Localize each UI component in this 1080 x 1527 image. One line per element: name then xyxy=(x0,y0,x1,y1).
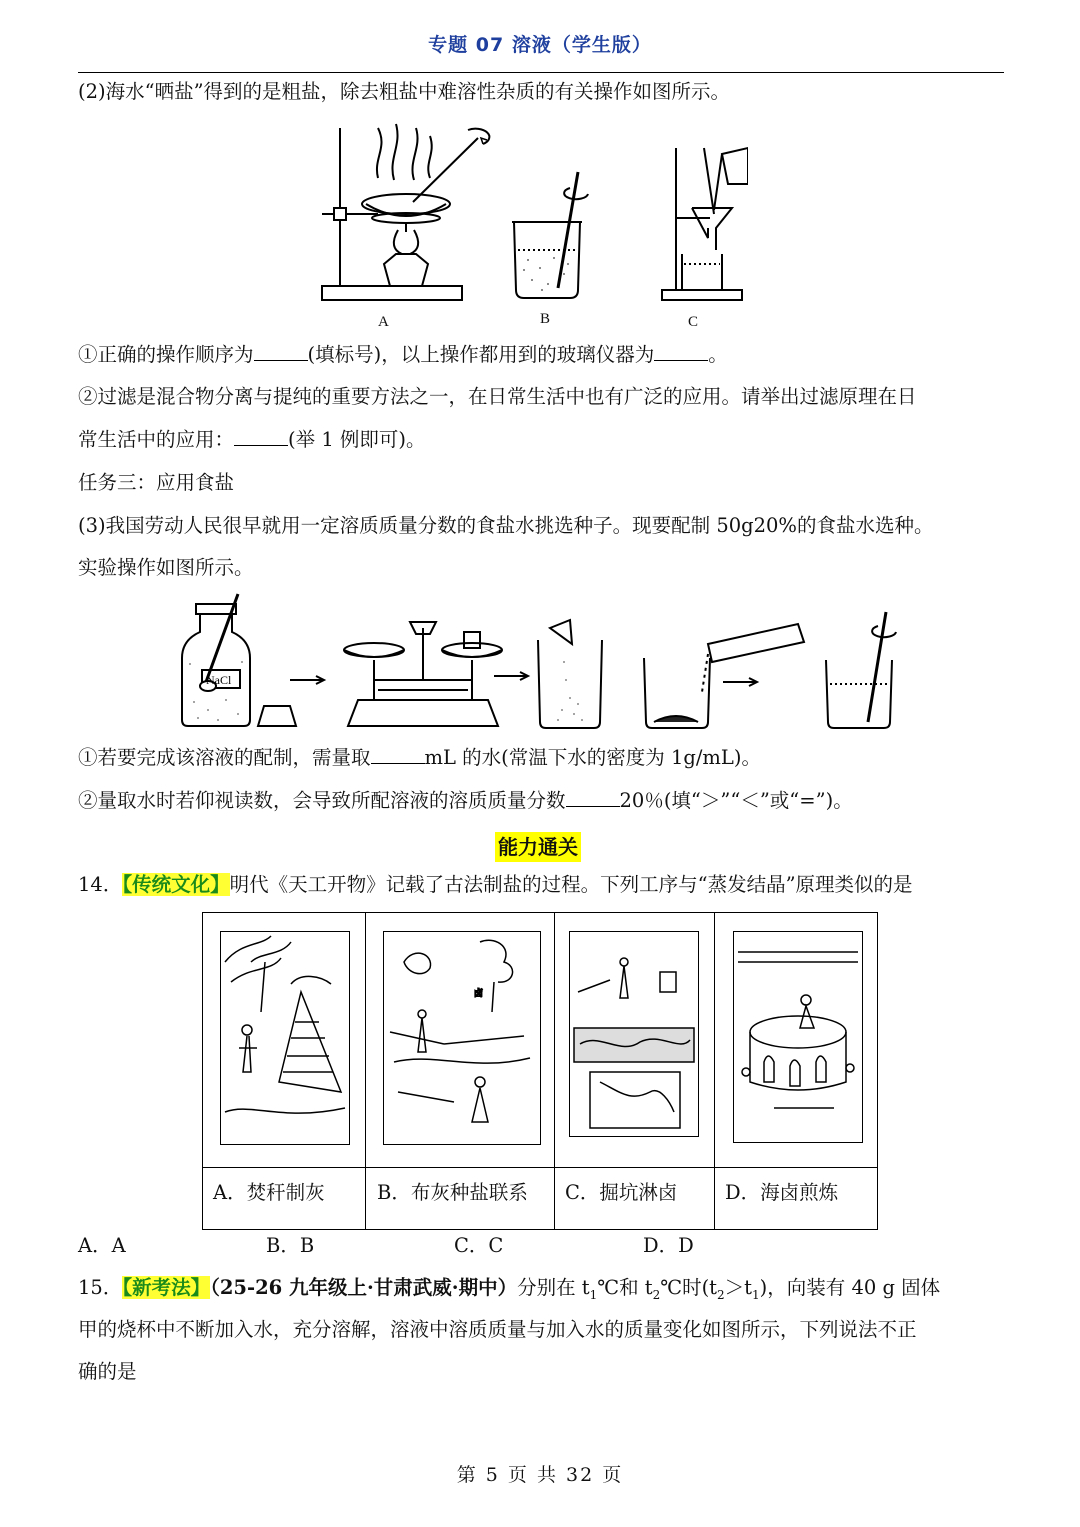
q3-sub2 xyxy=(78,787,853,815)
fig-label-a: A xyxy=(378,314,389,330)
q15-text: ℃和 t xyxy=(597,1276,653,1299)
woodcut-picture-d xyxy=(733,931,863,1143)
q2-sub2-line1: ②过滤是混合物分离与提纯的重要方法之一，在日常生活中也有广泛的应用。请举出过滤原理在日 xyxy=(78,385,917,408)
q15-text: 分别在 t xyxy=(517,1276,590,1299)
solution-preparation-figure xyxy=(178,592,908,732)
caption-a: A．焚秆制灰 xyxy=(213,1181,325,1204)
page-footer: 第 5 页 共 32 页 xyxy=(456,1464,624,1486)
q15-subscript: 1 xyxy=(589,1287,598,1302)
q3-sub1 xyxy=(78,744,761,772)
fig-label-b: B xyxy=(540,311,551,327)
q15-subscript: 2 xyxy=(652,1287,661,1302)
answer-blank[interactable] xyxy=(254,342,308,361)
caption-b: B．布灰种盐联系 xyxy=(377,1181,528,1204)
q15-text: )，向装有 40 g 固体 xyxy=(759,1276,941,1299)
q15-line2: 甲的烧杯中不断加入水，充分溶解，溶液中溶质质量与加入水的质量变化如图所示，下列说法不正 xyxy=(78,1318,917,1341)
q15-line3: 确的是 xyxy=(78,1360,137,1383)
q15-line1 xyxy=(78,1274,940,1309)
q2-stem: (2)海水“晒盐”得到的是粗盐，除去粗盐中难溶性杂质的有关操作如图所示。 xyxy=(78,80,731,103)
q2-sub1-text-b: (填标号)，以上操作都用到的玻璃仪器为 xyxy=(307,343,655,366)
answer-blank[interactable] xyxy=(234,427,288,446)
q15-source: （25-26 九年级上·甘肃武威·期中） xyxy=(210,1276,518,1299)
q15-text: ＞t xyxy=(724,1276,753,1299)
q15-number: 15． xyxy=(78,1276,123,1299)
q2-sub2-line2 xyxy=(78,426,426,454)
q14-stem-text: 明代《天工开物》记载了古法制盐的过程。下列工序与“蒸发结晶”原理类似的是 xyxy=(229,873,913,896)
salt-purification-figure xyxy=(318,118,748,318)
task3-title: 任务三：应用食盐 xyxy=(78,471,235,494)
q14-option-b[interactable]: B．B xyxy=(266,1234,315,1257)
q3-sub2-text-a: ②量取水时若仰视读数，会导致所配溶液的溶质质量分数 xyxy=(78,789,566,812)
woodcut-picture-b xyxy=(383,931,541,1145)
header-divider xyxy=(78,72,1004,73)
svg-text:卤: 卤 xyxy=(474,989,484,999)
caption-d: D．海卤煎炼 xyxy=(725,1181,839,1204)
q14-option-a[interactable]: A．A xyxy=(78,1234,126,1257)
answer-blank[interactable] xyxy=(566,788,620,807)
woodcut-picture-a xyxy=(220,931,350,1145)
q14-option-c[interactable]: C．C xyxy=(454,1234,504,1257)
q14-option-d[interactable]: D．D xyxy=(643,1234,694,1257)
woodcut-picture-c xyxy=(569,931,699,1137)
q15-subscript: 2 xyxy=(717,1287,725,1302)
q14-picture-table xyxy=(202,912,878,1230)
q15-subscript: 1 xyxy=(752,1287,760,1302)
q2-sub2-text-b: (举 1 例即可)。 xyxy=(288,428,426,451)
q14-tag: 【传统文化】 xyxy=(122,873,230,896)
q3-line1: (3)我国劳动人民很早就用一定溶质质量分数的食盐水挑选种子。现要配制 50g20%的食盐水选种。 xyxy=(78,514,934,537)
q3-line2: 实验操作如图所示。 xyxy=(78,556,254,579)
section-title: 能力通关 xyxy=(495,832,581,862)
caption-c: C．掘坑淋卤 xyxy=(565,1181,678,1204)
q15-text: ℃时(t xyxy=(660,1276,718,1299)
q3-sub2-text-b: 20％(填“＞”“＜”或“=”)。 xyxy=(619,789,853,812)
q3-sub1-text-b: mL 的水(常温下水的密度为 1g/mL)。 xyxy=(424,746,761,769)
answer-blank[interactable] xyxy=(654,342,708,361)
q14-stem xyxy=(78,871,913,899)
caption-row-divider xyxy=(203,1167,877,1168)
q15-tag: 【新考法】 xyxy=(122,1276,211,1299)
fig-label-c: C xyxy=(688,314,699,330)
q2-sub2-text-a: 常生活中的应用： xyxy=(78,428,235,451)
q3-sub1-text-a: ①若要完成该溶液的配制，需量取 xyxy=(78,746,371,769)
q14-number: 14． xyxy=(78,873,123,896)
q2-sub1-text-a: ①正确的操作顺序为 xyxy=(78,343,254,366)
bottle-label: NaCl xyxy=(206,673,232,687)
q2-sub1 xyxy=(78,341,728,369)
q2-sub1-text-c: 。 xyxy=(708,343,728,366)
page-header-title: 专题 07 溶液（学生版） xyxy=(428,34,652,56)
answer-blank[interactable] xyxy=(371,745,425,764)
